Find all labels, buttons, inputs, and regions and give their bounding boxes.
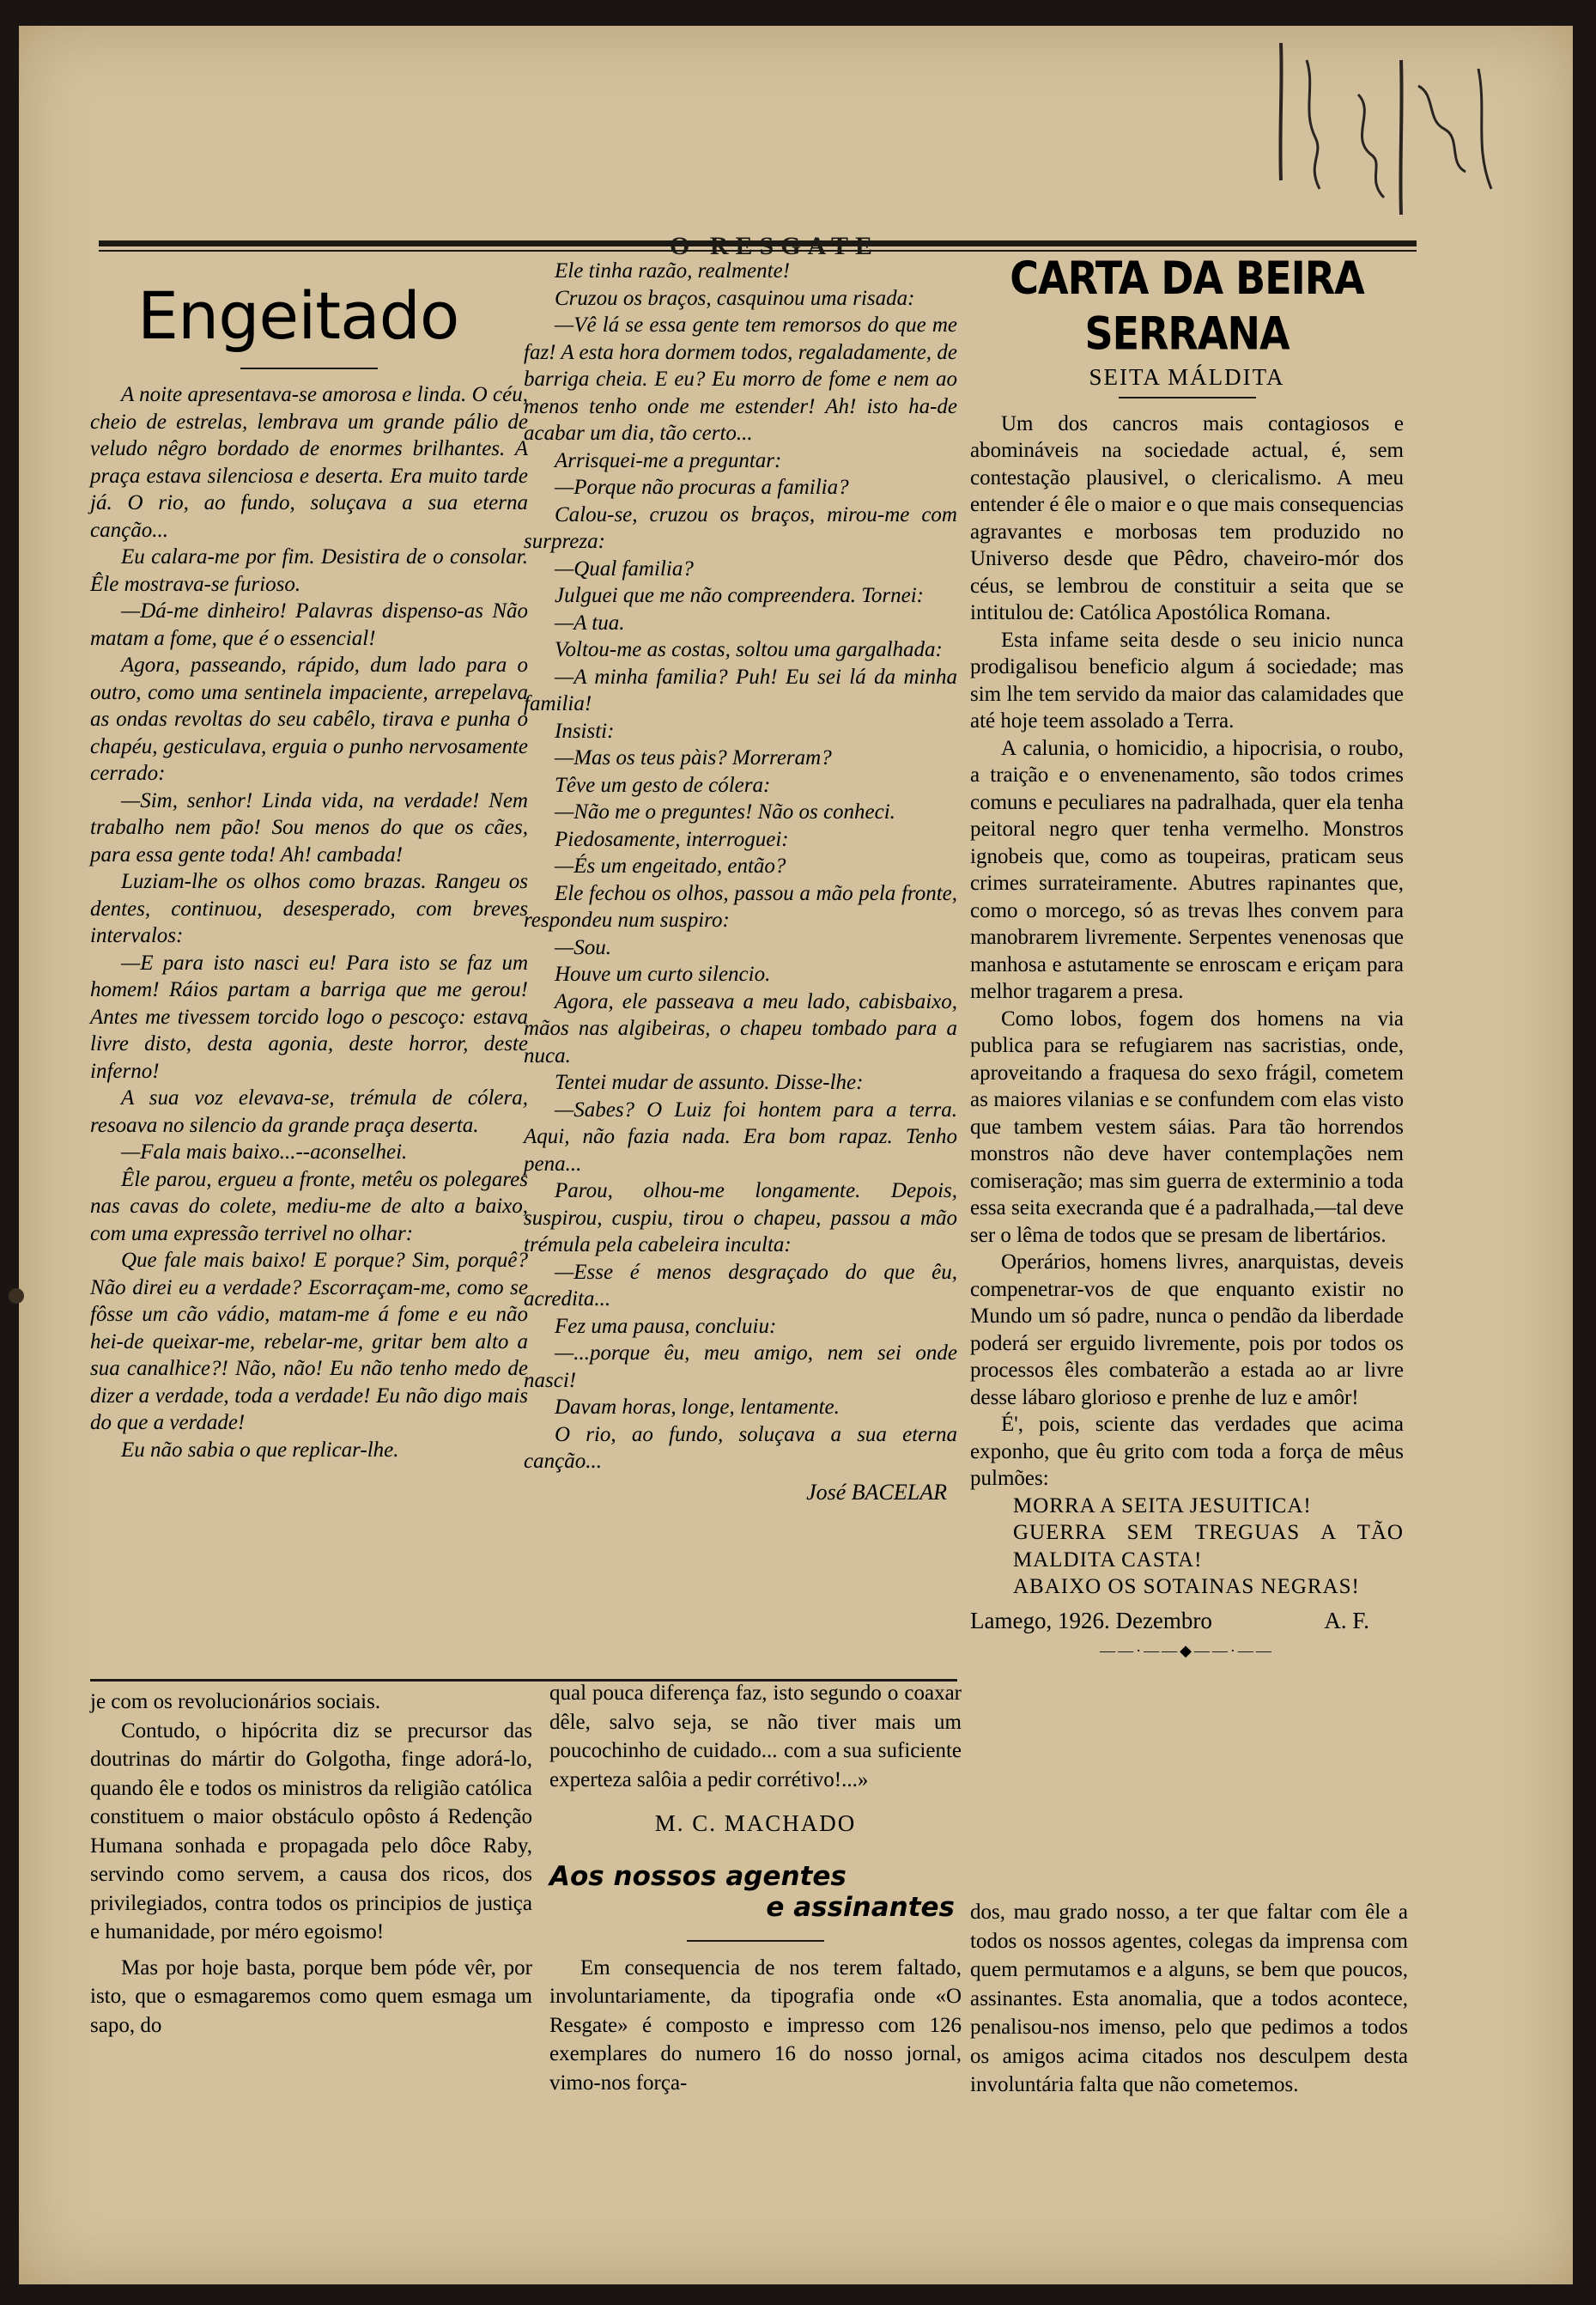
- headline-engeitado: Engeitado: [137, 277, 459, 354]
- paragraph: Piedosamente, interroguei:: [555, 827, 789, 851]
- paragraph: A sua voz elevava-se, trémula de cólera, resoava no silencio da grande praça deserta.: [90, 1086, 528, 1137]
- paragraph: —Não me o preguntes! Não os conheci.: [555, 800, 895, 824]
- paragraph: —A minha familia? Puh! Eu sei lá da minha familia!: [524, 665, 957, 715]
- paragraph: Eu calara-me por fim. Desistira de o consolar. Êle mostrava-se furioso.: [90, 545, 528, 596]
- slogan: GUERRA SEM TREGUAS A TÃO MALDITA CASTA!: [1013, 1521, 1404, 1572]
- headline-agentes: [549, 1861, 962, 1923]
- subtitle-seita: SEITA MÁLDITA: [1089, 364, 1285, 390]
- author-signature: José BACELAR: [806, 1479, 947, 1505]
- paragraph: —Sim, senhor! Linda vida, na verdade! Nem trabalho nem pão! Sou menos do que os cães, para essa gente toda! Ah! cambada!: [90, 788, 528, 867]
- paragraph: Eu não sabia o que replicar-lhe.: [121, 1438, 399, 1462]
- slogan: MORRA A SEITA JESUITICA!: [1013, 1493, 1312, 1517]
- paragraph: Calou-se, cruzou os braços, mirou-me com surpreza:: [524, 502, 957, 553]
- paragraph: je com os revolucionários sociais.: [90, 1690, 381, 1713]
- paragraph: Um dos cancros mais contagiosos e abomináveis na sociedade actual, é, sem contestação plausivel, o clericalismo. A meu entender é êle o maior e o que mais consequencias agravantes e morbosas tem produzido no Universo desde que Pêdro, chaveiro-mór dos céus, se lembrou de constituir a seita que se intitulou de: Católica Apostólica Romana.: [970, 411, 1404, 624]
- paragraph: —Porque não procuras a familia?: [555, 476, 849, 499]
- notice-continuation-right: [970, 1898, 1408, 2100]
- paragraph: Cruzou os braços, casquinou uma risada:: [555, 286, 915, 310]
- paragraph: Agora, ele passeava a meu lado, cabisbaixo, mãos nas algibeiras, o chapeu tombado para a nuca.: [524, 989, 957, 1067]
- paragraph: Fez uma pausa, concluiu:: [555, 1314, 777, 1338]
- paragraph: —Dá-me dinheiro! Palavras dispenso-as Não matam a fome, que é o essencial!: [90, 599, 528, 650]
- headline-line: e assinantes: [766, 1891, 955, 1923]
- headline-line: Aos nossos agentes: [549, 1860, 847, 1892]
- article-continuation-left: [90, 1688, 532, 2040]
- paragraph: Insisti:: [555, 719, 615, 743]
- paragraph: Mas por hoje basta, porque bem póde vêr, por isto, que o esmagaremos como quem esmaga um sapo, do: [90, 1955, 532, 2037]
- paragraph: qual pouca diferença faz, isto segundo o coaxar dêle, salvo seja, se não tiver mais um poucochinho de cuidado... com a sua suficiente experteza salôia a pedir corrétivo!...»: [549, 1682, 962, 1791]
- masthead-rule-thick: [99, 240, 1417, 246]
- paragraph: dos, mau grado nosso, a ter que faltar com êle a todos os nossos agentes, colegas da imprensa com quem permutamos e a alguns, se bem que poucos, assinantes. Esta anomalia, que a todos acontece, penalisou-nos imenso, pelo que pedimos a todos os amigos acima citados nos desculpem desta involuntária falta que não cometemos.: [970, 1901, 1408, 2096]
- article-carta-beira-serrana: [970, 251, 1404, 1670]
- paragraph: Luziam-lhe os olhos como brazas. Rangeu os dentes, continuou, desesperado, com breves intervalos:: [90, 870, 528, 947]
- handwritten-marginal-note: [1255, 34, 1547, 223]
- paragraph: —E para isto nasci eu! Para isto se faz um homem! Ráios partam a barriga que me gerou! Antes me tivessem torcido logo o pescoço: estava livre disto, desta agonia, deste horror, deste inferno!: [90, 951, 528, 1083]
- article-engeitado-col1: [90, 273, 528, 1463]
- paragraph: Como lobos, fogem dos homens na via publica para se refugiarem nas sacristias, onde, aproveitando a fraquesa do sexo frágil, cometem as maiores vilanias e se confundem com elas visto que tambem vestem sáias. Para tão horrendos monstros não deve haver contemplações nem comiseração; mas sim guerra de exterminio a toda essa seita execranda que é a padralhada,—tal deve ser o lêma de todos que se presam de libertários.: [970, 1007, 1404, 1247]
- paragraph: Esta infame seita desde o seu inicio nunca prodigalisou beneficio algum á sociedade; mas sim lhe tem servido da maior das calamidades que até hoje teem assolado a Terra.: [970, 628, 1404, 733]
- headline-carta: CARTA DA BEIRA SERRANA: [1010, 251, 1364, 361]
- paragraph: Ele fechou os olhos, passou a mão pela fronte, respondeu num suspiro:: [524, 881, 957, 932]
- paragraph: Parou, olhou-me longamente. Depois, suspirou, cuspiu, tirou o chapeu, passou a mão trémula pela cabeleira inculta:: [524, 1179, 957, 1256]
- paragraph: Arrisquei-me a preguntar:: [555, 448, 782, 472]
- headline-rule: [240, 368, 378, 369]
- paragraph: —Esse é menos desgraçado do que êu, acredita...: [524, 1260, 957, 1311]
- headline-rule: [687, 1940, 824, 1942]
- paper-hole: [9, 1288, 24, 1304]
- paragraph: Tentei mudar de assunto. Disse-lhe:: [555, 1071, 864, 1094]
- paragraph: A noite apresentava-se amorosa e linda. O céu, cheio de estrelas, lembrava um grande pálio de veludo nêgro bordado de enormes brilhantes. A praça estava silenciosa e deserta. Era muito tarde já. O rio, ao fundo, soluçava a sua eterna canção...: [90, 383, 528, 542]
- paragraph: Contudo, o hipócrita diz se precursor das doutrinas do mártir do Golgotha, finge adorá-lo, quando êle e todos os ministros da religião católica constituem o maior obstáculo opôsto á Redenção Humana sonhada e propagada pelo dôce Raby, servindo como servem, a causa dos ricos, dos privilegiados, contra todos os principios de justiça e humanidade, por méro egoismo!: [90, 1718, 532, 1943]
- decorative-rule: ——·——◆——·——: [1100, 1642, 1274, 1659]
- paragraph: Julguei que me não compreendera. Tornei:: [555, 584, 925, 607]
- paragraph: Em consequencia de nos terem faltado, involuntariamente, da tipografia onde «O Resgate» é composto e impresso com 126 exemplares do numero 16 do nosso jornal, vimo-nos força-: [549, 1955, 962, 2095]
- article-engeitado-col2: [524, 258, 957, 1505]
- initials: A. F.: [1324, 1607, 1369, 1633]
- paragraph: Ele tinha razão, realmente!: [555, 259, 791, 283]
- place-date-line: [970, 1608, 1404, 1635]
- author-signature: M. C. MACHADO: [654, 1810, 857, 1836]
- paragraph: —A tua.: [555, 611, 625, 635]
- paragraph: —Mas os teus pàis? Morreram?: [555, 746, 832, 769]
- paragraph: —Fala mais baixo...--aconselhei.: [121, 1140, 408, 1164]
- subtitle-rule: [1119, 397, 1256, 398]
- paragraph: Que fale mais baixo! E porque? Sim, porquê? Não direi eu a verdade? Escorraçam-me, como se fôsse um cão vádio, matam-me á fome e eu não hei-de queixar-me, rebelar-me, gritar bem alto a sua canalhice?! Não, não! Eu não tenho medo de dizer a verdade, toda a verdade! Eu não digo mais do que a verdade!: [90, 1249, 528, 1434]
- paragraph: —Sou.: [555, 935, 611, 959]
- paragraph: Davam horas, longe, lentamente.: [555, 1396, 840, 1419]
- paragraph: Houve um curto silencio.: [555, 963, 771, 986]
- paragraph: Operários, homens livres, anarquistas, deveis compenetrar-vos de que enquanto existir no Mundo um só padre, nunca o pendão da liberdade poderá ser erguido livremente, pois por todos os processos êles combaterão a estada ao ar livre desse lábaro glorioso e prenhe de luz e amôr!: [970, 1250, 1404, 1409]
- paragraph: —...porque êu, meu amigo, nem sei onde nasci!: [524, 1341, 957, 1392]
- place-date: Lamego, 1926. Dezembro: [970, 1607, 1212, 1633]
- paragraph: Êle parou, ergueu a fronte, metêu os polegares nas cavas do colete, mediu-me de alto a baixo, com uma expressão terrivel no olhar:: [90, 1167, 528, 1245]
- article-continuation-middle: [549, 1679, 962, 2097]
- paragraph: —És um engeitado, então?: [555, 854, 786, 878]
- paragraph: Voltou-me as costas, soltou uma gargalhada:: [555, 638, 943, 661]
- paragraph: —Vê lá se essa gente tem remorsos do que me faz! A esta hora dormem todos, regaladamente, de barriga cheia. E eu? Eu morro de fome e nem ao menos tenho onde me estender! Ah! isto ha-de acabar um dia, tão certo...: [524, 313, 957, 445]
- paragraph: —Qual familia?: [555, 556, 694, 581]
- paragraph: —Sabes? O Luiz foi hontem para a terra. Aqui, não fazia nada. Era bom rapaz. Tenho pena...: [524, 1098, 957, 1176]
- paragraph: Agora, passeando, rápido, dum lado para o outro, como uma sentinela impaciente, arrepelava as ondas revoltas do seu cabêlo, tirava e punha o chapéu, gesticulava, erguia o punho nervosamente cerrado:: [90, 654, 528, 785]
- paragraph: A calunia, o homicidio, a hipocrisia, o roubo, a traição e o envenenamento, são todos crimes comuns e peculiares na padralhada, quer ela tenha peitoral negro quer tenha vermelho. Monstros ignobeis que, como as toupeiras, praticam seus crimes surrateiramente. Abutres rapinantes que, como o morcego, só as trevas lhes convem para manobrarem livremente. Serpentes venenosas que manhosa e astutamente se enroscam e eriçam para melhor tragarem a presa.: [970, 736, 1404, 1003]
- paragraph: É', pois, sciente das verdades que acima exponho, que êu grito com toda a força de mêus pulmões:: [970, 1413, 1404, 1490]
- paragraph: O rio, ao fundo, soluçava a sua eterna canção...: [524, 1422, 957, 1473]
- slogan: ABAIXO OS SOTAINAS NEGRAS!: [1013, 1575, 1360, 1598]
- paragraph: Têve um gesto de cólera:: [555, 773, 771, 797]
